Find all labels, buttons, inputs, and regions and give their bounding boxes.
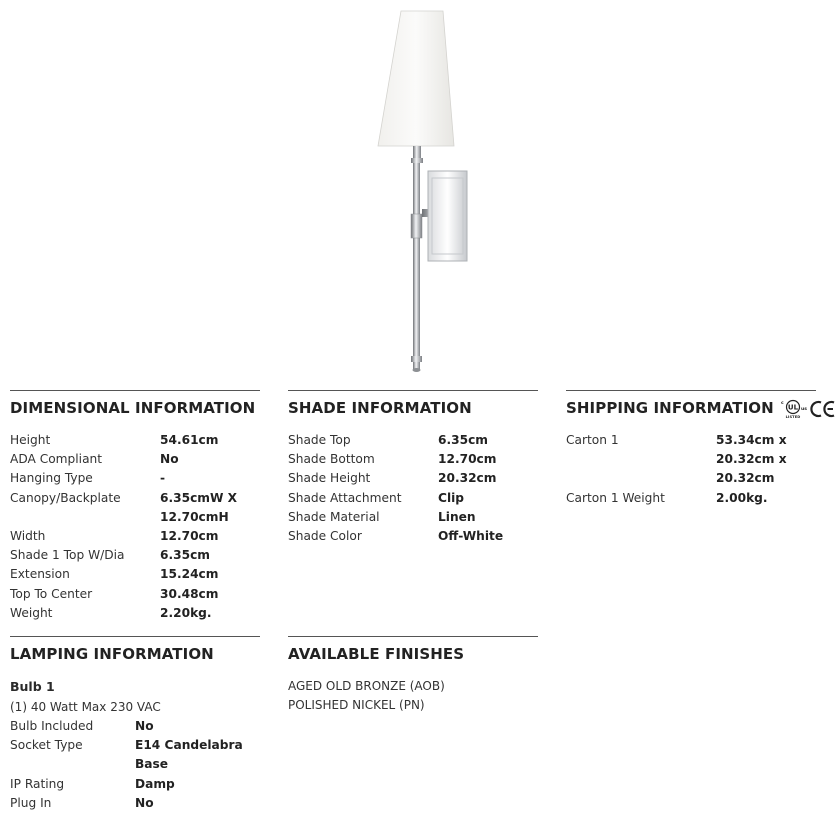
spec-row: [288, 527, 538, 546]
spec-table: [10, 717, 270, 813]
spec-label: Plug In: [10, 795, 52, 810]
spec-table: [10, 431, 260, 623]
finish-item: POLISHED NICKEL (PN): [288, 698, 425, 712]
section-divider: [288, 390, 538, 391]
spec-value: Linen: [438, 509, 476, 524]
spec-value: Clip: [438, 490, 465, 505]
lamp-shade: [378, 11, 454, 146]
spec-row: [10, 565, 260, 584]
spec-label: Height: [10, 433, 51, 447]
spec-label: Shade 1 Top W/Dia: [10, 548, 125, 563]
spec-value: E14 Candelabra Base: [135, 738, 243, 772]
spec-row: [288, 489, 538, 508]
svg-text:us: us: [800, 406, 807, 412]
spec-value: 15.24cm: [160, 567, 219, 582]
finishes-section: [288, 636, 538, 715]
spec-value: -: [160, 471, 166, 486]
spec-label: Weight: [10, 605, 53, 620]
ce-mark-icon: [810, 399, 836, 419]
section-title: DIMENSIONAL INFORMATION: [10, 399, 256, 417]
spec-value: 30.48cm: [160, 586, 219, 601]
spec-row: [10, 736, 270, 774]
spec-label: IP Rating: [10, 776, 65, 791]
spec-value: 12.70cm: [438, 452, 497, 467]
spec-label: Top To Center: [10, 586, 93, 601]
spec-value: 6.35cmW X 12.70cmH: [160, 490, 238, 524]
section-title: LAMPING INFORMATION: [10, 645, 214, 663]
spec-row: [566, 431, 832, 489]
spec-row: [10, 717, 270, 736]
spec-label: Shade Bottom: [288, 452, 375, 467]
ul-listed-icon: [780, 399, 810, 419]
bulb-description: (1) 40 Watt Max 230 VAC: [10, 700, 161, 714]
svg-text:UL: UL: [787, 403, 798, 411]
spec-row: [10, 489, 260, 527]
spec-row: [288, 469, 538, 488]
spec-row: [10, 450, 260, 469]
svg-text:LISTED: LISTED: [785, 414, 801, 419]
section-title: SHIPPING INFORMATION: [566, 399, 774, 417]
spec-label: ADA Compliant: [10, 452, 103, 467]
spec-label: Shade Attachment: [288, 490, 402, 505]
finish-item: AGED OLD BRONZE (AOB): [288, 679, 445, 693]
backplate: [428, 171, 467, 261]
spec-value: 2.00kg.: [716, 490, 768, 505]
spec-value: No: [160, 452, 179, 467]
spec-label: Carton 1: [566, 433, 619, 447]
spec-label: Carton 1 Weight: [566, 490, 665, 505]
spec-value: 6.35cm: [160, 548, 210, 563]
section-divider: [10, 636, 260, 637]
spec-row: [10, 546, 260, 565]
spec-value: 12.70cm: [160, 529, 219, 544]
spec-label: Bulb Included: [10, 719, 94, 733]
section-title: SHADE INFORMATION: [288, 399, 472, 417]
spec-value: 54.61cm: [160, 433, 219, 447]
spec-value: 20.32cm: [438, 471, 497, 486]
section-divider: [10, 390, 260, 391]
spec-row: [10, 431, 260, 450]
certification-icons: [780, 399, 836, 419]
spec-label: Extension: [10, 567, 70, 582]
spec-row: [288, 431, 538, 450]
spec-label: Shade Color: [288, 529, 362, 544]
section-title-row: [566, 397, 832, 419]
spec-value: 53.34cm x 20.32cm x 20.32cm: [716, 433, 787, 486]
spec-table: [566, 431, 832, 508]
section-divider: [566, 390, 816, 391]
section-title: AVAILABLE FINISHES: [288, 645, 465, 663]
spec-label: Shade Material: [288, 509, 380, 524]
svg-text:c: c: [780, 400, 784, 406]
spec-value: 2.20kg.: [160, 605, 212, 620]
spec-row: [566, 489, 832, 508]
spec-value: Damp: [135, 776, 175, 791]
spec-table: [288, 431, 538, 546]
product-image: [360, 8, 480, 374]
spec-value: No: [135, 795, 154, 810]
spec-row: [10, 469, 260, 488]
spec-row: [288, 450, 538, 469]
spec-row: [10, 604, 260, 623]
bulb-title: Bulb 1: [10, 679, 55, 694]
spec-label: Hanging Type: [10, 471, 93, 486]
spec-label: Width: [10, 529, 46, 544]
spec-row: [288, 508, 538, 527]
lamping-section: [10, 636, 270, 813]
spec-row: [10, 585, 260, 604]
spec-label: Canopy/Backplate: [10, 490, 121, 505]
spec-row: [10, 775, 270, 794]
spec-value: 6.35cm: [438, 433, 488, 447]
spec-label: Shade Height: [288, 471, 371, 486]
spec-value: No: [135, 719, 154, 733]
spec-value: Off-White: [438, 529, 504, 544]
shipping-section: [566, 390, 832, 508]
spec-label: Socket Type: [10, 738, 83, 753]
lamp-rod: [413, 163, 420, 358]
spec-row: [10, 527, 260, 546]
finish-list: [288, 677, 538, 715]
section-divider: [288, 636, 538, 637]
dimensional-section: [10, 390, 260, 623]
spec-label: Shade Top: [288, 433, 351, 447]
shade-section: [288, 390, 538, 546]
